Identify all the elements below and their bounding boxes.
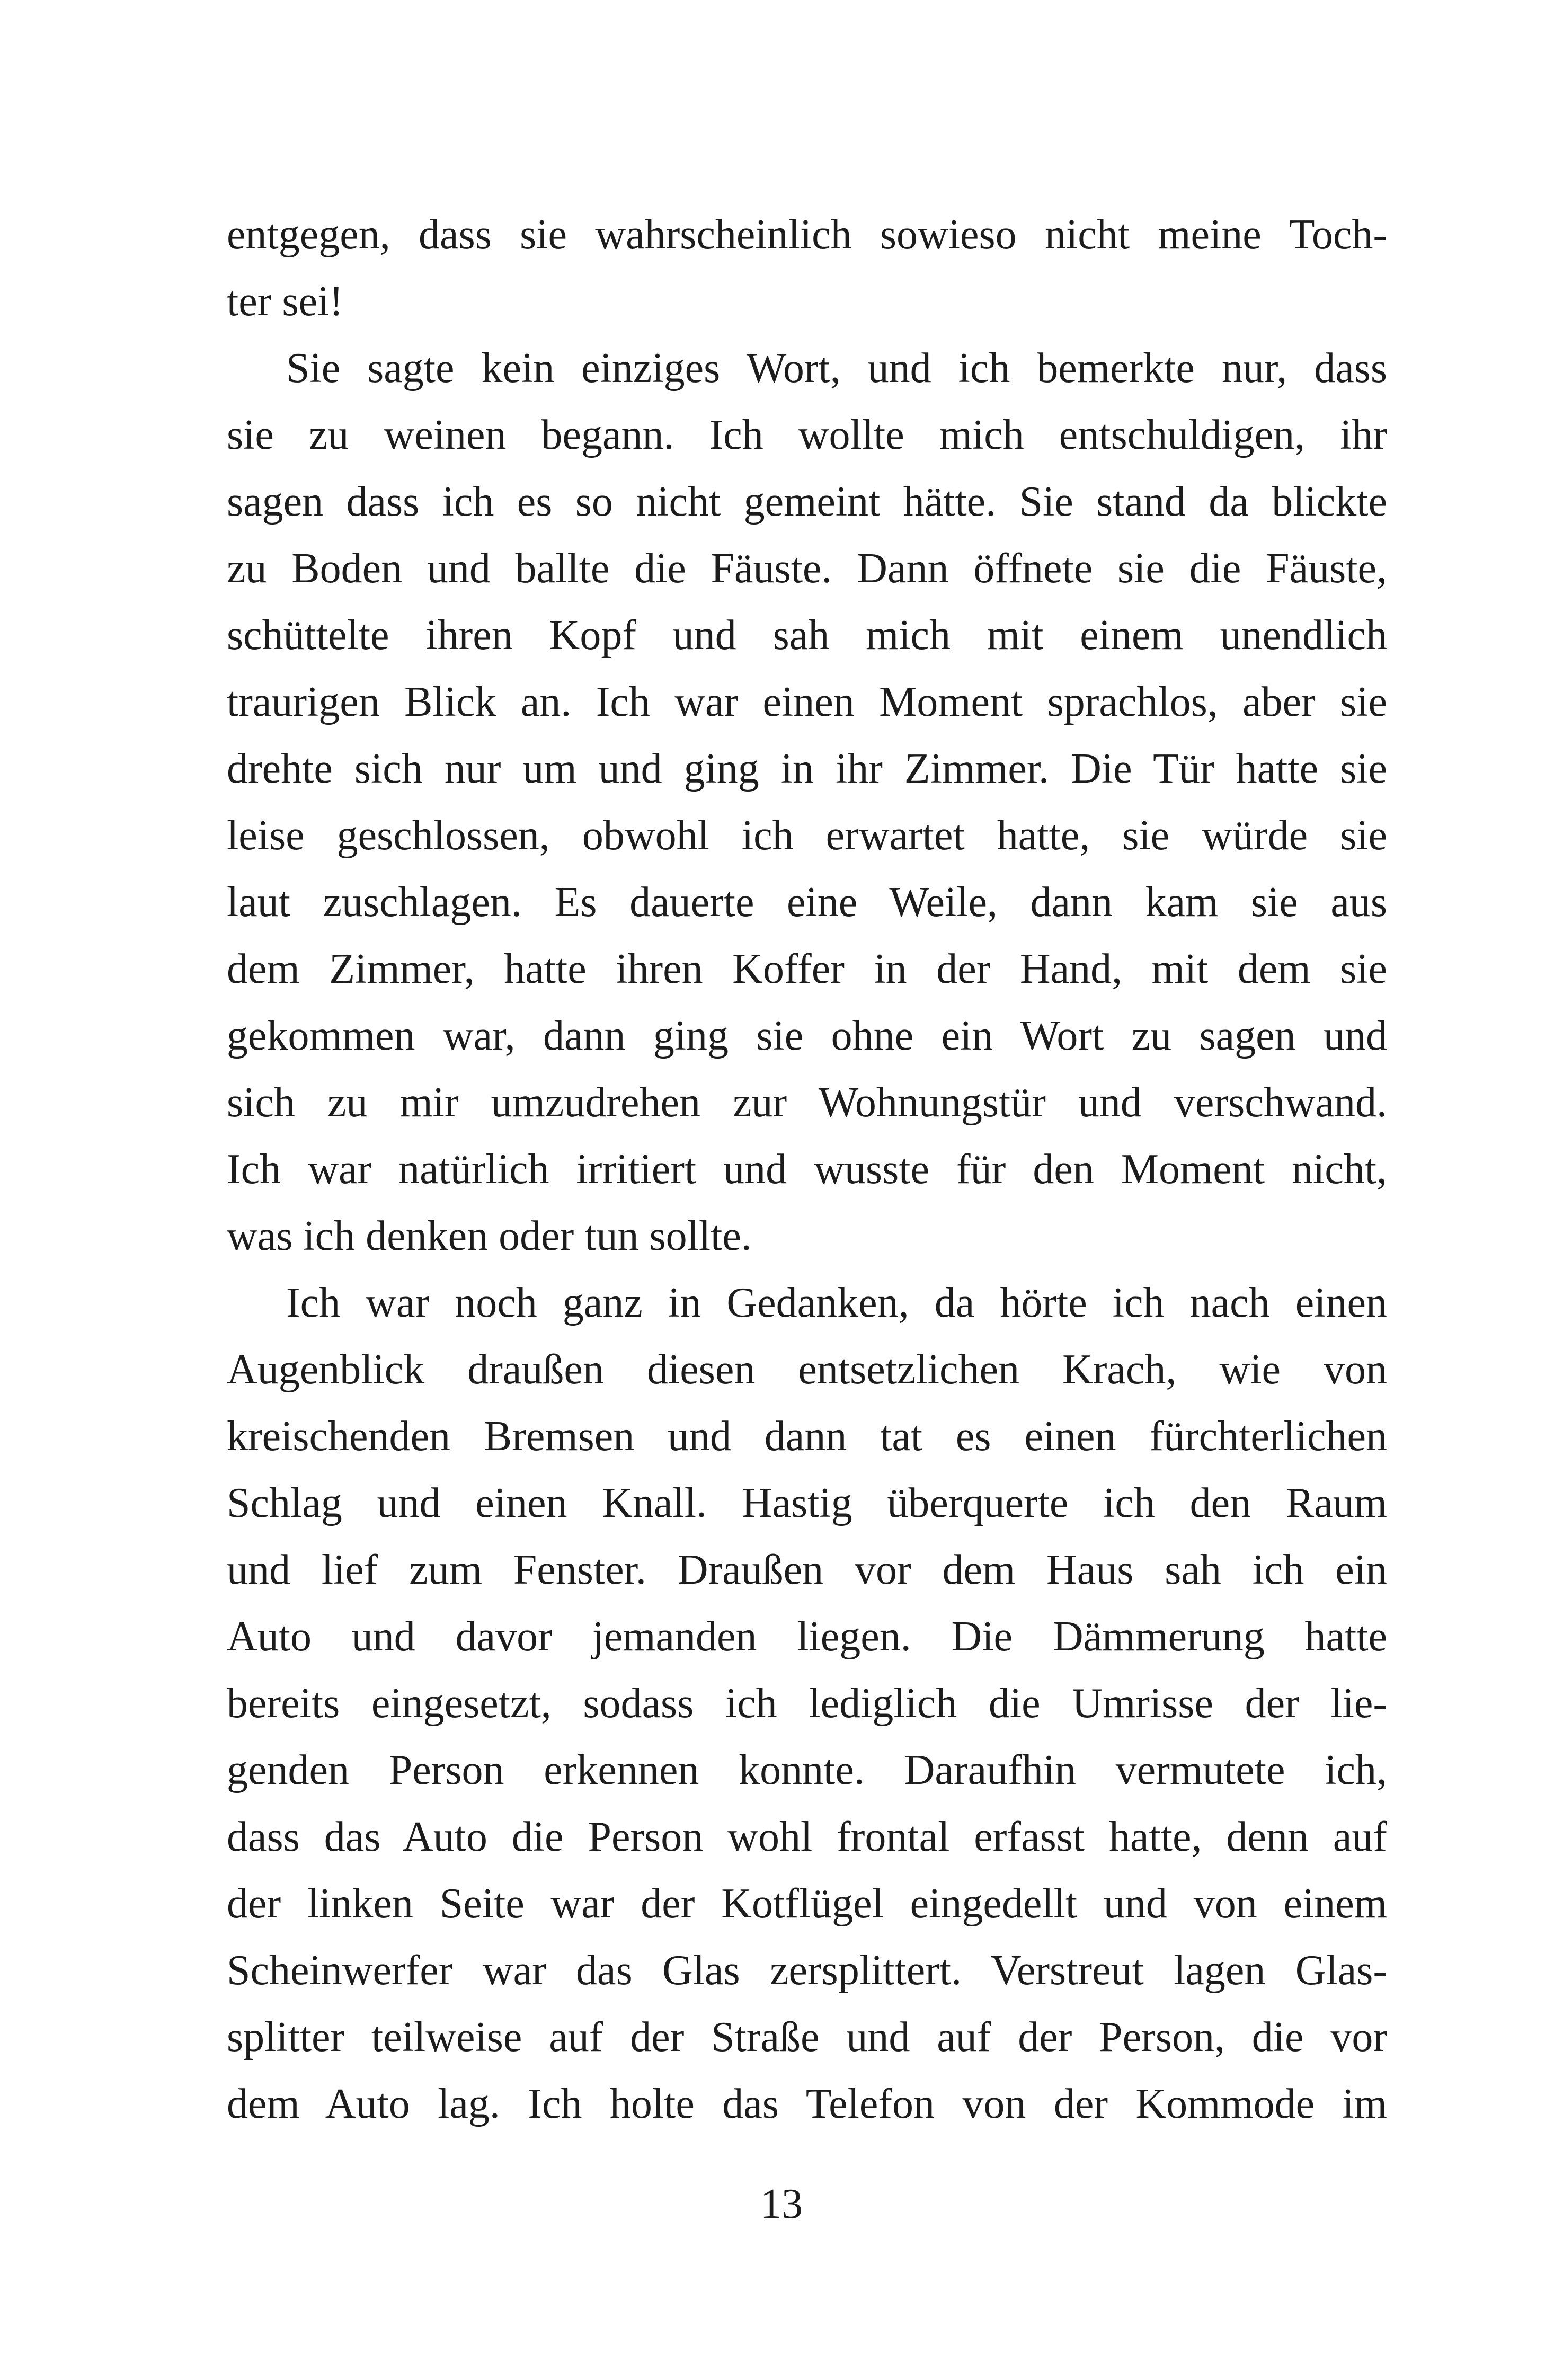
body-text [227, 201, 1387, 2137]
text-line: Schlag und einen Knall. Hastig überquerte ich den Raum [227, 1480, 1387, 1526]
text-line: entgegen, dass sie wahrscheinlich sowieso nicht meine Toch- [227, 211, 1387, 258]
text-line: laut zuschlagen. Es dauerte eine Weile, dann kam sie aus [227, 879, 1387, 926]
text-line: ter sei! [227, 278, 343, 325]
text-line: leise geschlossen, obwohl ich erwartet hatte, sie würde sie [227, 812, 1387, 859]
text-line: sich zu mir umzudrehen zur Wohnungstür und verschwand. [227, 1079, 1387, 1126]
text-line: Ich war natürlich irritiert und wusste für den Moment nicht, [227, 1146, 1387, 1193]
text-line: bereits eingesetzt, sodass ich lediglich die Umrisse der lie- [227, 1680, 1387, 1727]
text-line: Augenblick draußen diesen entsetzlichen Krach, wie von [227, 1346, 1387, 1393]
text-line: traurigen Blick an. Ich war einen Moment sprachlos, aber sie [227, 679, 1387, 725]
text-line: drehte sich nur um und ging in ihr Zimmer. Die Tür hatte sie [227, 745, 1387, 792]
text-line: splitter teilweise auf der Straße und auf der Person, die vor [227, 2014, 1387, 2061]
text-line: Ich war noch ganz in Gedanken, da hörte ich nach einen [286, 1280, 1387, 1326]
text-line: Auto und davor jemanden liegen. Die Dämmerung hatte [227, 1613, 1387, 1660]
text-line: und lief zum Fenster. Draußen vor dem Haus sah ich ein [227, 1547, 1387, 1593]
text-line: dem Auto lag. Ich holte das Telefon von der Kommode im [227, 2081, 1387, 2127]
text-line: was ich denken oder tun sollte. [227, 1213, 752, 1259]
text-line: genden Person erkennen konnte. Daraufhin vermutete ich, [227, 1747, 1387, 1793]
text-line: sagen dass ich es so nicht gemeint hätte. Sie stand da blickte [227, 478, 1387, 525]
text-line: dass das Auto die Person wohl frontal erfasst hatte, denn auf [227, 1814, 1387, 1860]
text-line: gekommen war, dann ging sie ohne ein Wort zu sagen und [227, 1013, 1387, 1059]
text-line: Scheinwerfer war das Glas zersplittert. Verstreut lagen Glas- [227, 1947, 1387, 1994]
text-line: sie zu weinen begann. Ich wollte mich entschuldigen, ihr [227, 412, 1387, 458]
text-line: der linken Seite war der Kotflügel eingedellt und von einem [227, 1880, 1387, 1927]
text-line: dem Zimmer, hatte ihren Koffer in der Hand, mit dem sie [227, 946, 1387, 992]
text-line: schüttelte ihren Kopf und sah mich mit einem unendlich [227, 612, 1387, 659]
text-line: Sie sagte kein einziges Wort, und ich bemerkte nur, dass [286, 345, 1387, 392]
page-number: 13 [760, 2181, 803, 2227]
text-line: zu Boden und ballte die Fäuste. Dann öffnete sie die Fäuste, [227, 545, 1387, 592]
text-line: kreischenden Bremsen und dann tat es einen fürchterlichen [227, 1413, 1387, 1460]
